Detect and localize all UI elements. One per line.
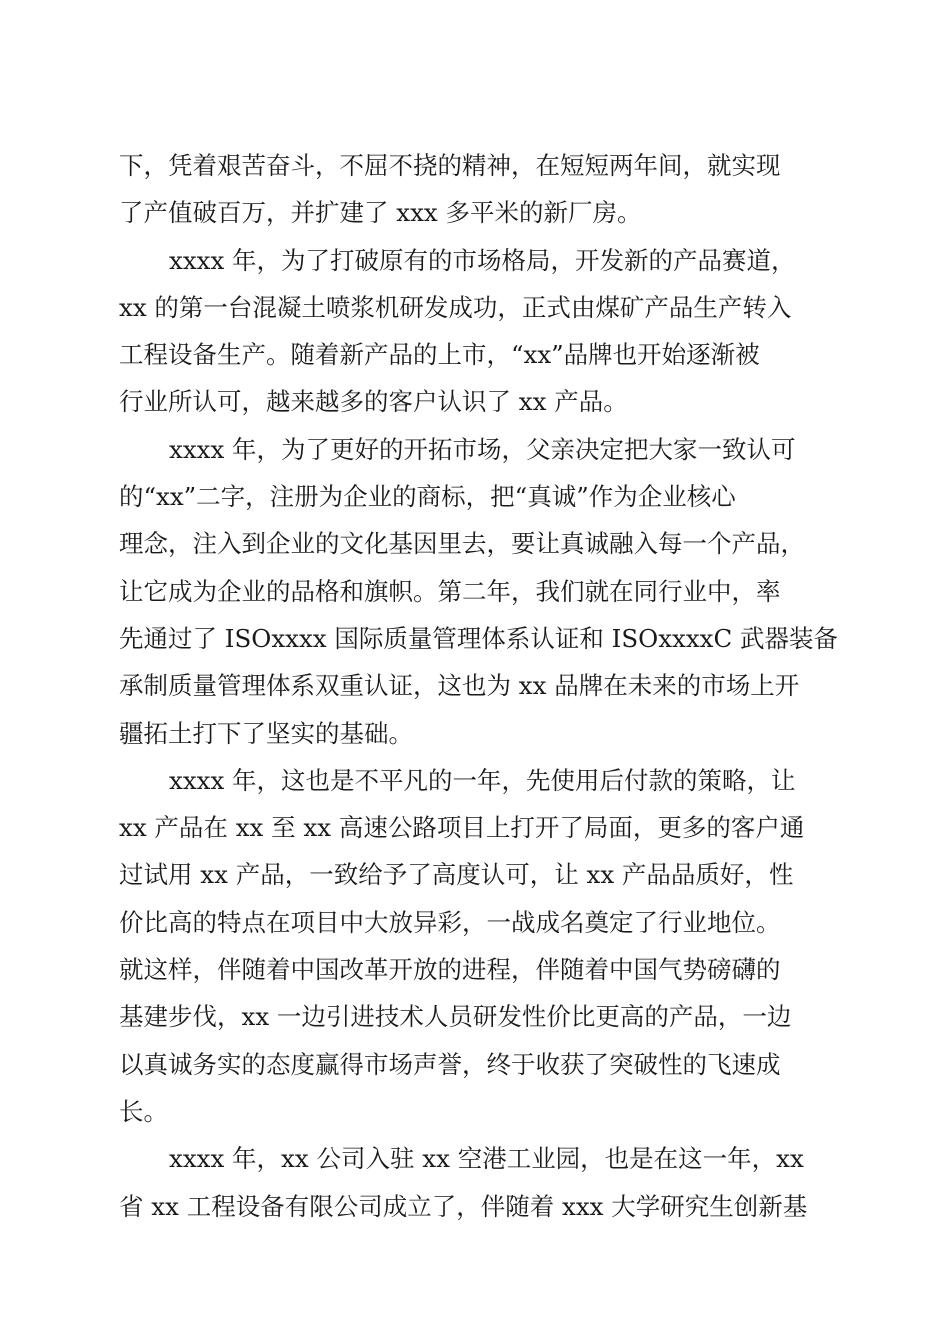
paragraph-2-line-1: xxxx 年，为了打破原有的市场格局，开发新的产品赛道， (169, 245, 796, 275)
paragraph-1-line-1: 下，凭着艰苦奋斗，不屈不挠的精神，在短短两年间，就实现 (119, 151, 781, 180)
paragraph-3-line-3: 理念，注入到企业的文化基因里去，要让真诚融入每一个产品， (119, 529, 805, 559)
paragraph-3-line-1: xxxx 年，为了更好的开拓市场，父亲决定把大家一致认可 (169, 434, 796, 464)
paragraph-5-line-1: xxxx 年，xx 公司入驻 xx 空港工业园，也是在这一年，xx (169, 1144, 804, 1174)
document-body (119, 142, 839, 1230)
paragraph-3-line-7: 疆拓土打下了坚实的基础。 (119, 718, 413, 748)
paragraph-3-line-4: 让它成为企业的品格和旗帜。第二年，我们就在同行业中，率 (119, 576, 781, 606)
paragraph-2-line-4: 行业所认可，越来越多的客户认识了 xx 产品。 (119, 387, 628, 417)
paragraph-2-line-2: xx 的第一台混凝土喷浆机研发成功，正式由煤矿产品生产转入 (119, 292, 792, 322)
paragraph-3-line-2: 的“xx”二字，注册为企业的商标，把“真诚”作为企业核心 (119, 482, 736, 512)
paragraph-4-line-7: 以真诚务实的态度赢得市场声誉，终于收获了突破性的飞速成 (119, 1049, 781, 1079)
paragraph-3-line-6: 承制质量管理体系双重认证，这也为 xx 品牌在未来的市场上开 (119, 671, 800, 701)
paragraph-4-line-4: 价比高的特点在项目中大放异彩，一战成名奠定了行业地位。 (119, 907, 781, 937)
paragraph-4-line-2: xx 产品在 xx 至 xx 高速公路项目上打开了局面，更多的客户通 (119, 813, 805, 843)
paragraph-4-line-8: 长。 (119, 1096, 168, 1126)
paragraph-4-line-5: 就这样，伴随着中国改革开放的进程，伴随着中国气势磅礴的 (119, 955, 781, 985)
paragraph-4-line-6: 基建步伐，xx 一边引进技术人员研发性价比更高的产品，一边 (119, 1002, 792, 1032)
paragraph-1-line-2: 了产值破百万，并扩建了 xxx 多平米的新厂房。 (119, 198, 642, 228)
paragraph-5-line-2: 省 xx 工程设备有限公司成立了，伴随着 xxx 大学研究生创新基 (119, 1191, 808, 1221)
paragraph-3-line-5: 先通过了 ISOxxxx 国际质量管理体系认证和 ISOxxxxC 武器装备 (119, 623, 839, 653)
paragraph-2-line-3: 工程设备生产。随着新产品的上市，“xx”品牌也开始逐渐被 (119, 340, 760, 370)
paragraph-4-line-3: 过试用 xx 产品，一致给予了高度认可，让 xx 产品品质好，性 (119, 860, 794, 890)
paragraph-4-line-1: xxxx 年，这也是不平凡的一年，先使用后付款的策略，让 (169, 765, 796, 795)
